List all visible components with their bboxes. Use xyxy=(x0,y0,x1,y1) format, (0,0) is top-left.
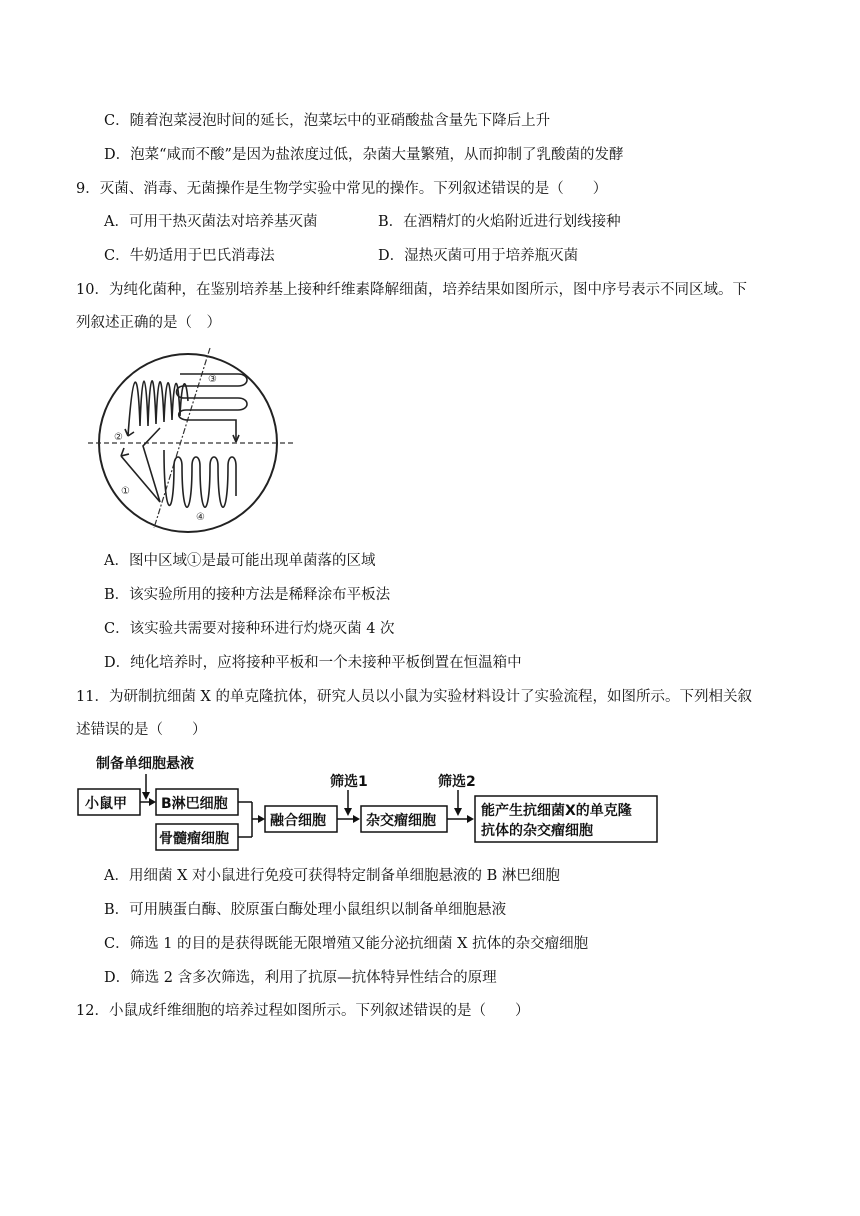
region-2-label: ② xyxy=(114,432,123,443)
region-4-label: ④ xyxy=(196,512,205,523)
result-label-line2: 抗体的杂交瘤细胞 xyxy=(481,823,593,839)
screen-2-label: 筛选2 xyxy=(438,774,476,790)
result-label-line1: 能产生抗细菌X的单克隆 xyxy=(481,803,632,819)
hybridoma-flow-figure xyxy=(76,752,676,852)
q10-stem-line2: 列叙述正确的是（ ） xyxy=(76,315,221,331)
right-arrow-icon xyxy=(258,815,265,823)
q9-stem: 9．灭菌、消毒、无菌操作是生物学实验中常见的操作。下列叙述错误的是（ ） xyxy=(76,181,608,197)
b-cell-label: B淋巴细胞 xyxy=(161,796,228,812)
q8-option-d: D．泡菜“咸而不酸”是因为盐浓度过低，杂菌大量繁殖，从而抑制了乳酸菌的发酵 xyxy=(104,147,624,163)
q11-option-c: C．筛选 1 的目的是获得既能无限增殖又能分泌抗细菌 X 抗体的杂交瘤细胞 xyxy=(104,936,589,952)
q11-option-b: B．可用胰蛋白酶、胶原蛋白酶处理小鼠组织以制备单细胞悬液 xyxy=(104,902,507,918)
q9-option-c: C．牛奶适用于巴氏消毒法 xyxy=(104,248,275,264)
down-arrow-icon xyxy=(454,808,462,816)
q11-option-d: D．筛选 2 含多次筛选，利用了抗原—抗体特异性结合的原理 xyxy=(104,970,497,986)
q12-stem: 12．小鼠成纤维细胞的培养过程如图所示。下列叙述错误的是（ ） xyxy=(76,1003,530,1019)
streak-region-4 xyxy=(164,450,236,507)
q10-stem-line1: 10．为纯化菌种，在鉴别培养基上接种纤维素降解细菌，培养结果如图所示，图中序号表示不同区域。下 xyxy=(76,282,747,298)
q9-option-d: D．湿热灭菌可用于培养瓶灭菌 xyxy=(378,248,579,264)
arrow-head-2 xyxy=(125,429,134,436)
fusion-cell-label: 融合细胞 xyxy=(270,813,326,829)
right-arrow-icon xyxy=(149,798,156,806)
region-3-label: ③ xyxy=(208,374,217,385)
streak-region-2 xyxy=(128,381,188,436)
screen-1-label: 筛选1 xyxy=(330,774,368,790)
q8-option-c: C．随着泡菜浸泡时间的延长，泡菜坛中的亚硝酸盐含量先下降后上升 xyxy=(104,113,551,129)
q11-option-a: A．用细菌 X 对小鼠进行免疫可获得特定制备单细胞悬液的 B 淋巴细胞 xyxy=(104,868,560,884)
q10-option-a: A．图中区域①是最可能出现单菌落的区域 xyxy=(104,553,376,569)
down-arrow-icon xyxy=(344,808,352,816)
arrow-head-1 xyxy=(121,448,129,456)
myeloma-label: 骨髓瘤细胞 xyxy=(159,831,229,847)
mouse-label: 小鼠甲 xyxy=(85,796,127,812)
hybridoma-label: 杂交瘤细胞 xyxy=(366,813,436,829)
right-arrow-icon xyxy=(353,815,360,823)
q10-option-b: B．该实验所用的接种方法是稀释涂布平板法 xyxy=(104,587,391,603)
down-arrow-icon xyxy=(142,792,150,800)
streak-plate-figure xyxy=(88,346,298,536)
q10-option-c: C．该实验共需要对接种环进行灼烧灭菌 4 次 xyxy=(104,621,395,637)
q9-option-a: A．可用干热灭菌法对培养基灭菌 xyxy=(104,214,318,230)
q11-stem-line2: 述错误的是（ ） xyxy=(76,722,207,738)
q11-stem-line1: 11．为研制抗细菌 X 的单克隆抗体，研究人员以小鼠为实验材料设计了实验流程，如图所示。下列相关叙 xyxy=(76,689,752,705)
q9-option-b: B．在酒精灯的火焰附近进行划线接种 xyxy=(378,214,621,230)
right-arrow-icon xyxy=(467,815,474,823)
single-cell-suspension-label: 制备单细胞悬液 xyxy=(96,756,194,772)
q10-option-d: D．纯化培养时，应将接种平板和一个未接种平板倒置在恒温箱中 xyxy=(104,655,522,671)
region-1-label: ① xyxy=(121,486,130,497)
